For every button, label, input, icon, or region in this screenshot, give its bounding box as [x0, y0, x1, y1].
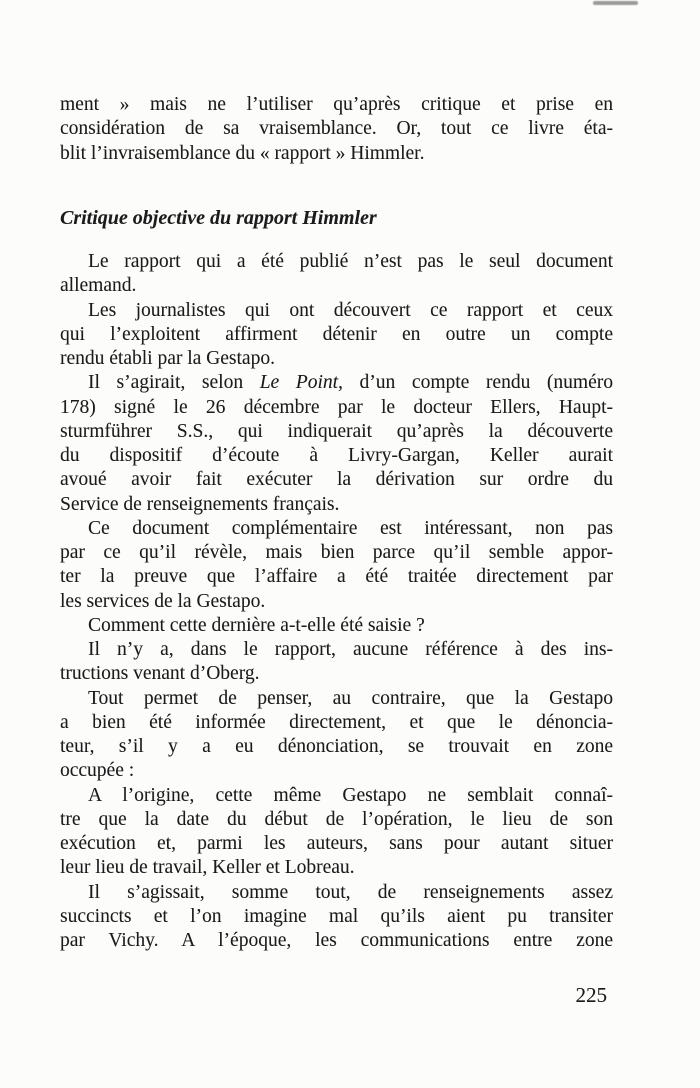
paragraph-continuation [60, 93, 613, 166]
text-line: ter la preuve que l’affaire a été traitée directement par [60, 566, 613, 588]
text-line: exécution et, parmi les auteurs, sans pour autant situer [60, 833, 613, 854]
text-line: ment » mais ne l’utiliser qu’après critique et prise en [60, 94, 613, 115]
text-line: teur, s’il y a eu dénonciation, se trouvait en zone [60, 736, 613, 757]
text-line: sturmführer S.S., qui indiquerait qu’après la découverte [60, 420, 613, 442]
text-line: Service de renseignements français. [60, 493, 340, 515]
text-line: blit l’invraisemblance du « rapport » Himmler. [60, 142, 425, 164]
text-line: allemand. [60, 275, 137, 297]
text-segment: Il s’agirait, selon [88, 372, 260, 394]
text-line: Il s’agissait, somme tout, de renseignements assez [88, 881, 613, 903]
paragraph [60, 614, 613, 638]
text-line: Ce document complémentaire est intéressant, non pas [88, 517, 613, 539]
text-line: tructions venant d’Oberg. [60, 663, 260, 685]
text-line: considération de sa vraisemblance. Or, tout ce livre éta- [60, 118, 613, 140]
text-line: leur lieu de travail, Keller et Lobreau. [60, 857, 355, 879]
paragraph [60, 687, 613, 784]
paragraph [60, 638, 613, 687]
page-content [60, 93, 613, 953]
text-line: du dispositif d’écoute à Livry-Gargan, Keller aurait [60, 445, 613, 466]
text-line: avoué avoir fait exécuter la dérivation sur ordre du [60, 469, 613, 491]
text-line: tre que la date du début de l’opération, le lieu de son [60, 808, 613, 830]
text-line: Comment cette dernière a-t-elle été saisie ? [88, 614, 425, 636]
text-line: Le rapport qui a été publié n’est pas le seul document [88, 251, 613, 272]
text-line: rendu établi par la Gestapo. [60, 348, 275, 369]
paragraph [60, 250, 613, 299]
paragraph [60, 881, 613, 954]
text-line: qui l’exploitent affirment détenir en outre un compte [60, 323, 613, 345]
text-line: 178) signé le 26 décembre par le docteur Ellers, Haupt- [60, 396, 613, 418]
paragraph [60, 299, 613, 372]
text-line: succincts et l’on imagine mal qu’ils aient pu transiter [60, 905, 613, 927]
text-line: Tout permet de penser, au contraire, que la Gestapo [88, 687, 613, 709]
text-line [60, 371, 613, 395]
text-line: occupée : [60, 760, 135, 782]
scan-artifact [593, 1, 638, 5]
text-line: Il n’y a, dans le rapport, aucune référence à des ins- [88, 639, 613, 660]
text-line: par Vichy. A l’époque, les communications entre zone [60, 930, 613, 951]
paragraph [60, 517, 613, 614]
text-segment: d’un compte rendu (numéro [342, 372, 613, 394]
text-line: les services de la Gestapo. [60, 590, 266, 612]
paragraph [60, 371, 613, 517]
text-line: a bien été informée directement, et que le dénoncia- [60, 711, 613, 733]
le-point-italic: Le Point, [259, 372, 343, 394]
text-line: par ce qu’il révèle, mais bien parce qu’il semble appor- [60, 542, 613, 563]
text-line: A l’origine, cette même Gestapo ne semblait connaî- [88, 784, 613, 806]
page-number: 225 [575, 983, 607, 1007]
text-line: Les journalistes qui ont découvert ce rapport et ceux [88, 299, 613, 321]
section-heading: Critique objective du rapport Himmler [60, 206, 377, 229]
paragraph [60, 784, 613, 881]
